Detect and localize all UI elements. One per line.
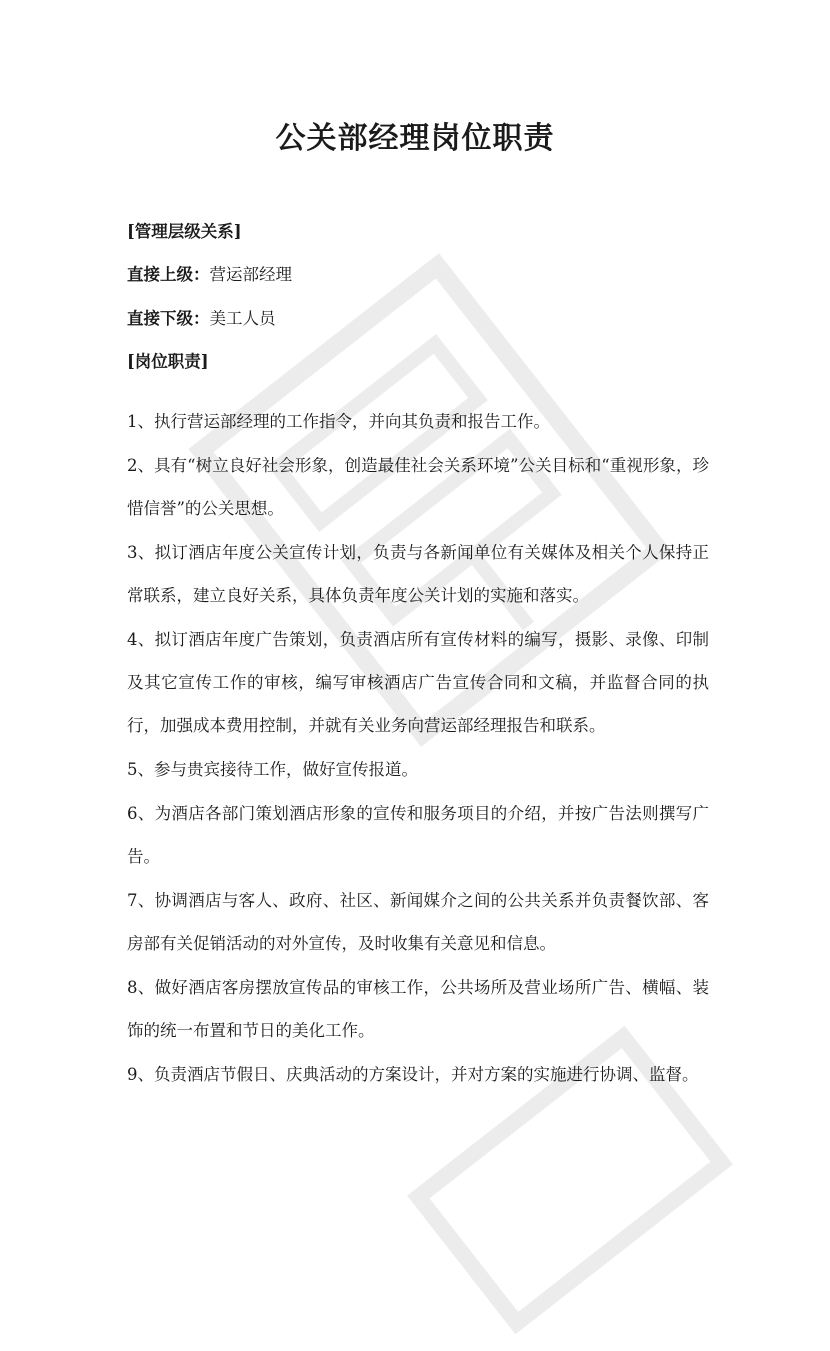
duty-item-9: 9、负责酒店节假日、庆典活动的方案设计，并对方案的实施进行协调、监督。 xyxy=(127,1064,699,1084)
duty-item-3: 3、拟订酒店年度公关宣传计划，负责与各新闻单位有关媒体及相关个人保持正常联系，建立良好关系，具体负责年度公关计划的实施和落实。 xyxy=(127,542,709,605)
duty-item-5: 5、参与贵宾接待工作，做好宣传报道。 xyxy=(127,759,418,779)
duty-item-7: 7、协调酒店与客人、政府、社区、新闻媒介之间的公共关系并负责餐饮部、客房部有关促销活动的对外宣传，及时收集有关意见和信息。 xyxy=(127,890,709,953)
superior-label: 直接上级： xyxy=(127,265,210,284)
superior-row xyxy=(127,263,292,287)
duty-item-6: 6、为酒店各部门策划酒店形象的宣传和服务项目的介绍，并按广告法则撰写广告。 xyxy=(127,803,709,866)
section-heading-hierarchy: [管理层级关系] xyxy=(127,222,242,241)
duty-item-2: 2、具有“树立良好社会形象，创造最佳社会关系环境”公关目标和“重视形象，珍惜信誉”的公关思想。 xyxy=(127,455,709,518)
superior-value: 营运部经理 xyxy=(209,265,292,284)
duty-item-1: 1、执行营运部经理的工作指令，并向其负责和报告工作。 xyxy=(127,411,550,431)
subordinate-value: 美工人员 xyxy=(209,309,276,328)
duty-item-4: 4、拟订酒店年度广告策划，负责酒店所有宣传材料的编写，摄影、录像、印制及其它宣传工作的审核，编写审核酒店广告宣传合同和文稿，并监督合同的执行，加强成本费用控制，并就有关业务向营运部经理报告和联系。 xyxy=(127,629,709,735)
section-heading-duties: [岗位职责] xyxy=(127,352,209,371)
duty-item-8: 8、做好酒店客房摆放宣传品的审核工作，公共场所及营业场所广告、横幅、装饰的统一布置和节日的美化工作。 xyxy=(127,977,709,1040)
subordinate-label: 直接下级： xyxy=(127,309,210,328)
page-title: 公关部经理岗位职责 xyxy=(275,121,555,156)
subordinate-row xyxy=(127,307,276,331)
